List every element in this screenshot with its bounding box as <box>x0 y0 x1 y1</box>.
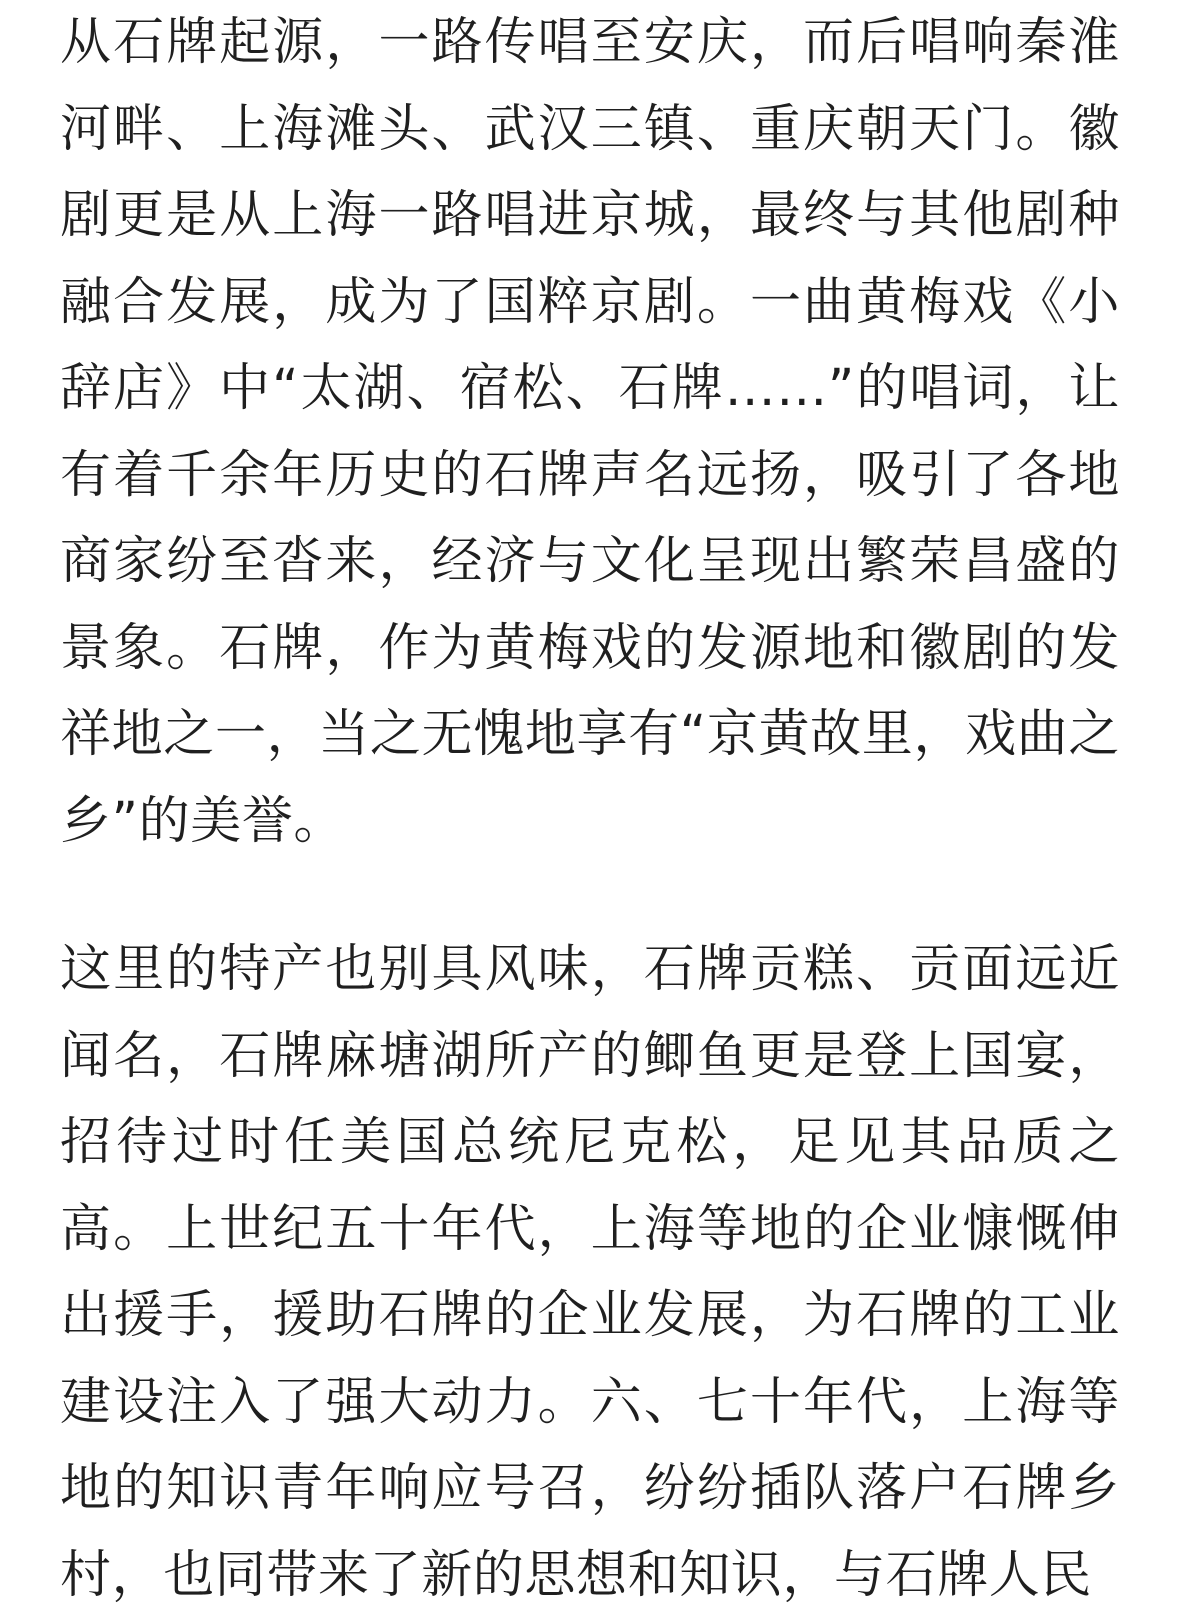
paragraph-local-specialties: 这里的特产也别具风味，石牌贡糕、贡面远近闻名，石牌麻塘湖所产的鲫鱼更是登上国宴，招待过时任美国总统尼克松，足见其品质之高。上世纪五十年代，上海等地的企业慷慨伸出援手，援助石牌的企业发展，为石牌的工业建设注入了强大动力。六、七十年代，上海等地的知识青年响应号召，纷纷插队落户石牌乡村，也同带来了新的思想和知识，与石牌人民 <box>60 940 1120 1605</box>
paragraph-opera-origin: 从石牌起源，一路传唱至安庆，而后唱响秦淮河畔、上海滩头、武汉三镇、重庆朝天门。徽剧更是从上海一路唱进京城，最终与其他剧种融合发展，成为了国粹京剧。一曲黄梅戏《小辞店》中“太湖、宿松、石牌……”的唱词，让有着千余年历史的石牌声名远扬，吸引了各地商家纷至沓来，经济与文化呈现出繁荣昌盛的景象。石牌，作为黄梅戏的发源地和徽剧的发祥地之一，当之无愧地享有“京黄故里，戏曲之乡”的美誉。 <box>60 13 1120 851</box>
